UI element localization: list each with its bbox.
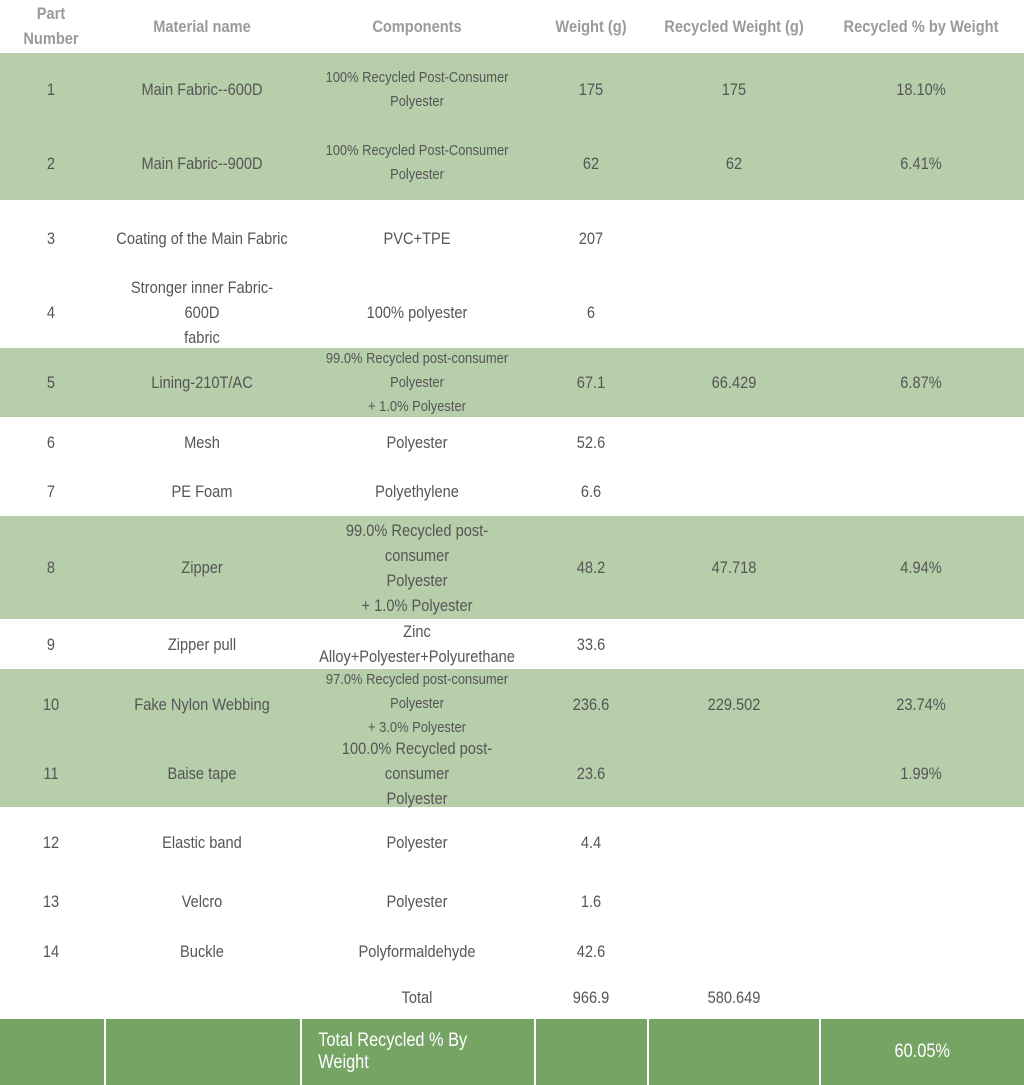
- material-name-cell: [116, 516, 288, 619]
- material-name-cell-line: Lining-210T/AC: [151, 373, 253, 392]
- recycled-weight-cell: 62: [725, 153, 743, 173]
- material-name-cell-line: fabric: [184, 327, 220, 347]
- header-row: [0, 0, 1024, 52]
- recycled-weight-cell: 175: [721, 80, 747, 99]
- components-cell-line: PVC+TPE: [383, 228, 451, 248]
- components-cell-line: 100% Recycled Post-Consumer: [325, 68, 509, 86]
- weight-cell: 33.6: [576, 634, 606, 654]
- part-number-cell: 10: [42, 694, 60, 714]
- table-row: [0, 467, 1024, 516]
- components-cell: [318, 807, 516, 877]
- material-name-cell: [116, 619, 288, 669]
- recycled-percent-cell: [832, 877, 1009, 926]
- components-cell-line: Polyester: [386, 892, 448, 911]
- total-weight: 966.9: [572, 987, 610, 1007]
- components-cell-line: + 3.0% Polyester: [368, 719, 466, 736]
- material-name-cell-line: Velcro: [181, 892, 223, 911]
- recycled-weight-cell: [662, 200, 806, 276]
- part-number-cell: 12: [42, 832, 60, 852]
- header-part-number: Part Number: [23, 4, 79, 48]
- recycled-weight-cell: 229.502: [707, 694, 761, 714]
- components-cell-line: 99.0% Recycled post-consumer: [325, 349, 509, 367]
- table-row: [0, 807, 1024, 877]
- weight-cell: 48.2: [576, 558, 606, 577]
- header-weight: Weight (g): [555, 16, 627, 36]
- weight-cell: 1.6: [580, 892, 602, 911]
- recycled-weight-cell: [662, 619, 806, 669]
- weight-cell: 207: [578, 228, 604, 248]
- part-number-cell: 3: [46, 228, 56, 248]
- weight-cell: 23.6: [576, 763, 606, 783]
- recycled-percent-cell: [832, 417, 1009, 467]
- material-name-cell-line: Main Fabric--600D: [141, 80, 263, 99]
- table-row: [0, 926, 1024, 976]
- weight-cell: 67.1: [576, 373, 606, 392]
- components-cell-line: Polyester: [390, 166, 444, 183]
- weight-cell: 6.6: [580, 482, 602, 501]
- part-number-cell: 7: [46, 482, 56, 501]
- components-cell-line: Polyester: [386, 832, 448, 852]
- material-name-cell-line: Main Fabric--900D: [141, 153, 263, 173]
- total-row: [0, 976, 1024, 1018]
- weight-cell: 175: [578, 80, 604, 99]
- material-name-cell-line: Coating of the Main Fabric: [116, 228, 288, 248]
- components-cell-line: Polyester: [386, 570, 448, 590]
- recycled-weight-cell: [662, 877, 806, 926]
- components-cell: [318, 417, 516, 467]
- part-number-cell: 2: [46, 153, 56, 173]
- material-name-cell: [116, 467, 288, 516]
- recycled-percent-cell: [832, 619, 1009, 669]
- weight-cell: 42.6: [576, 941, 606, 961]
- total-recycled-weight: 580.649: [707, 987, 761, 1007]
- components-cell: [318, 126, 516, 200]
- components-cell-line: Polyformaldehyde: [358, 941, 476, 961]
- footer-band: [0, 1019, 1024, 1085]
- table-row: [0, 619, 1024, 669]
- footer-value-cell: [821, 1019, 1024, 1085]
- table-row: [0, 877, 1024, 926]
- material-name-cell-line: PE Foam: [171, 482, 233, 501]
- material-name-cell: [116, 807, 288, 877]
- components-cell-line: 100% polyester: [366, 302, 468, 322]
- material-name-cell-line: Stronger inner Fabric-600D: [130, 277, 274, 322]
- table-row: [0, 739, 1024, 807]
- weight-cell: 6: [586, 302, 596, 322]
- components-cell: [318, 739, 516, 807]
- material-name-cell-line: Mesh: [184, 432, 220, 452]
- table-row: [0, 348, 1024, 417]
- recycled-percent-cell: [832, 200, 1009, 276]
- components-cell-line: 100% Recycled Post-Consumer: [325, 142, 509, 159]
- table-row: [0, 669, 1024, 739]
- footer-label-cell: [302, 1019, 534, 1085]
- material-name-cell: [116, 126, 288, 200]
- material-name-cell: [116, 53, 288, 126]
- recycled-percent-cell: 1.99%: [900, 763, 942, 783]
- footer-divider: [647, 1019, 649, 1085]
- part-number-cell: 9: [46, 634, 56, 654]
- footer-divider: [534, 1019, 536, 1085]
- header-components: Components: [372, 16, 462, 36]
- components-cell-line: 100.0% Recycled post-consumer: [341, 738, 493, 783]
- components-cell: [318, 467, 516, 516]
- components-cell: [318, 276, 516, 348]
- material-name-cell: [116, 739, 288, 807]
- table-row: [0, 516, 1024, 619]
- recycled-percent-cell: [832, 276, 1009, 348]
- total-label: Total: [401, 987, 433, 1007]
- header-recycled-weight: Recycled Weight (g): [664, 16, 804, 36]
- part-number-cell: 6: [46, 432, 56, 452]
- part-number-cell: 11: [43, 763, 59, 783]
- components-cell: [318, 619, 516, 669]
- recycled-percent-cell: 6.41%: [900, 153, 942, 173]
- recycled-percent-cell: [832, 467, 1009, 516]
- part-number-cell: 8: [46, 558, 56, 577]
- material-name-cell: [116, 877, 288, 926]
- material-name-cell: [116, 348, 288, 417]
- recycled-percent-cell: [832, 807, 1009, 877]
- material-name-cell-line: Zipper: [181, 558, 223, 577]
- recycled-weight-cell: [662, 467, 806, 516]
- weight-cell: 236.6: [572, 694, 610, 714]
- material-name-cell: [116, 200, 288, 276]
- components-cell: [318, 516, 516, 619]
- table-row: [0, 200, 1024, 276]
- components-cell-line: + 1.0% Polyester: [368, 397, 466, 415]
- components-cell-line: Polyester: [386, 432, 448, 452]
- components-cell: [318, 200, 516, 276]
- recycled-weight-cell: 66.429: [711, 373, 757, 392]
- material-name-cell: [116, 276, 288, 348]
- table-row: [0, 126, 1024, 200]
- components-cell: [318, 53, 516, 126]
- recycled-weight-cell: [662, 926, 806, 976]
- recycled-weight-cell: [662, 276, 806, 348]
- table-row: [0, 417, 1024, 467]
- material-name-cell-line: Fake Nylon Webbing: [134, 694, 270, 714]
- footer-divider: [104, 1019, 106, 1085]
- components-cell-line: Polyethylene: [375, 482, 459, 501]
- recycled-weight-cell: 47.718: [711, 558, 757, 577]
- weight-cell: 52.6: [576, 432, 606, 452]
- part-number-cell: 13: [42, 892, 60, 911]
- weight-cell: 4.4: [580, 832, 602, 852]
- material-name-cell-line: Buckle: [180, 941, 224, 961]
- material-name-cell-line: Baise tape: [167, 763, 237, 783]
- part-number-cell: 5: [46, 373, 56, 392]
- header-recycled-percent: Recycled % by Weight: [843, 16, 999, 36]
- footer-label: Total Recycled % By Weight: [318, 1030, 468, 1073]
- recycled-weight-cell: [662, 807, 806, 877]
- recycled-percent-cell: 18.10%: [896, 80, 946, 99]
- header-material-name: Material name: [153, 16, 251, 36]
- recycled-percent-cell: 23.74%: [896, 694, 946, 714]
- components-cell-line: + 1.0% Polyester: [361, 595, 473, 615]
- part-number-cell: 4: [46, 302, 56, 322]
- footer-value: 60.05%: [894, 1041, 951, 1062]
- material-name-cell-line: Zipper pull: [167, 634, 237, 654]
- recycled-percent-cell: 4.94%: [900, 558, 942, 577]
- recycled-percent-cell: 6.87%: [900, 373, 942, 392]
- components-cell: [318, 348, 516, 417]
- table-row: [0, 276, 1024, 348]
- part-number-cell: 14: [42, 941, 60, 961]
- components-cell-line: 97.0% Recycled post-consumer: [325, 671, 509, 688]
- recycled-percent-cell: [832, 926, 1009, 976]
- components-cell-line: Polyester: [386, 788, 448, 808]
- material-name-cell: [116, 926, 288, 976]
- part-number-cell: 1: [46, 80, 56, 99]
- components-cell-line: 99.0% Recycled post-consumer: [345, 520, 489, 565]
- components-cell-line: Zinc Alloy+Polyester+Polyurethane: [319, 622, 515, 666]
- components-cell-line: Polyester: [390, 92, 444, 110]
- material-name-cell-line: Elastic band: [162, 832, 242, 852]
- recycled-weight-cell: [662, 739, 806, 807]
- components-cell-line: Polyester: [390, 695, 444, 712]
- components-cell: [318, 926, 516, 976]
- components-cell-line: Polyester: [390, 373, 444, 391]
- material-name-cell: [116, 417, 288, 467]
- material-name-cell: [116, 669, 288, 739]
- weight-cell: 62: [582, 153, 600, 173]
- components-cell: [318, 877, 516, 926]
- components-cell: [318, 669, 516, 739]
- table-row: [0, 53, 1024, 126]
- recycled-weight-cell: [662, 417, 806, 467]
